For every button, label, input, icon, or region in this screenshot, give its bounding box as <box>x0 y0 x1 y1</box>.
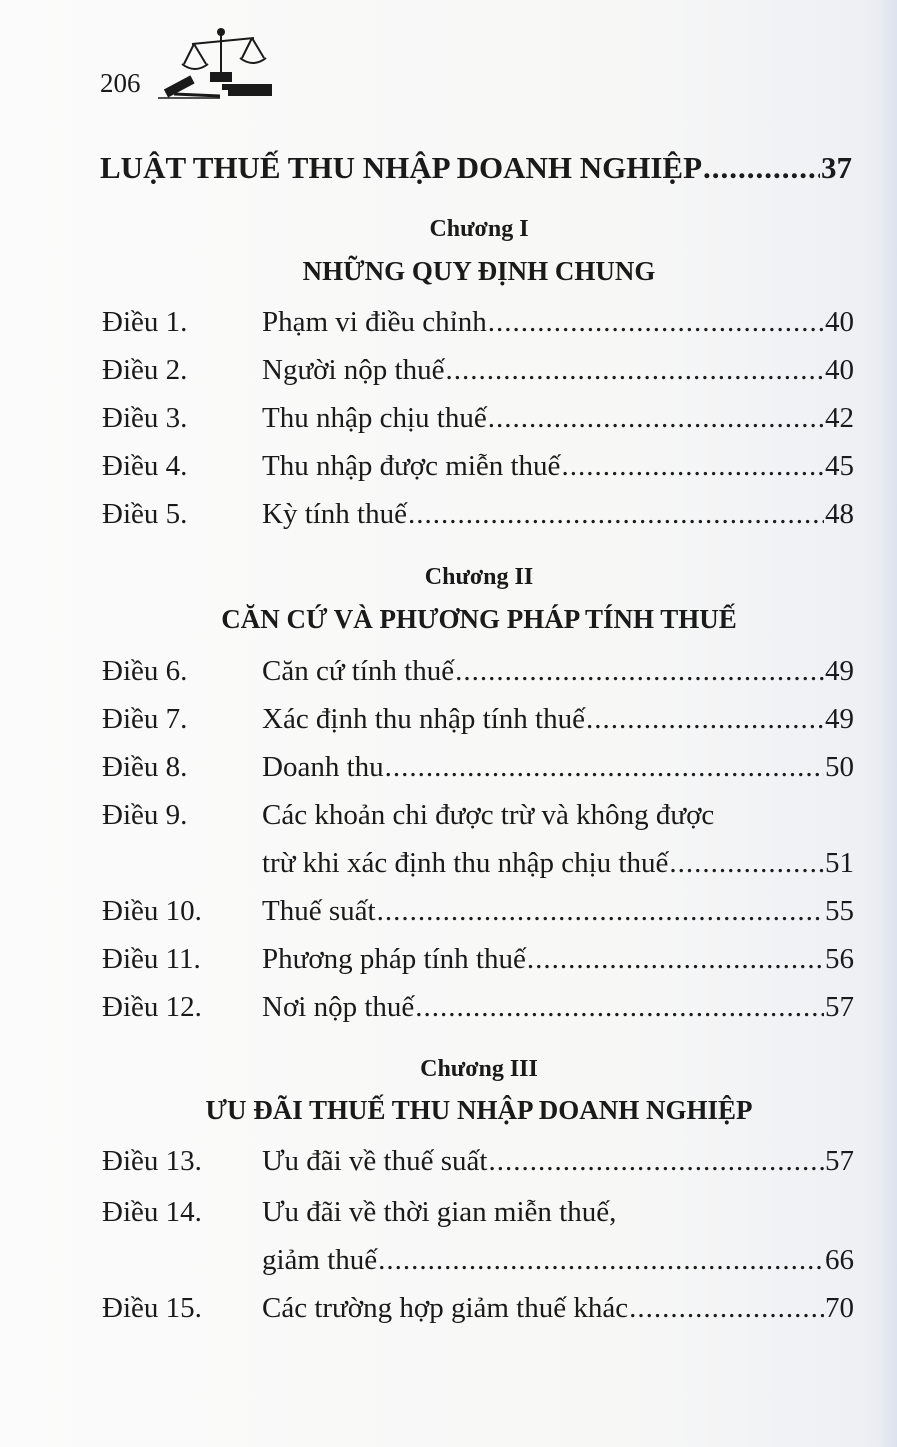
article-number: Điều 15. <box>102 1292 202 1324</box>
chapter-title: NHỮNG QUY ĐỊNH CHUNG <box>302 256 656 286</box>
article-title: Doanh thu <box>262 751 384 783</box>
leader-dots <box>408 498 824 531</box>
article-title: Thu nhập được miễn thuế <box>262 450 561 482</box>
article-page: 66 <box>825 1244 854 1276</box>
article-title: Ưu đãi về thời gian miễn thuế, <box>262 1196 617 1228</box>
leader-dots <box>703 150 820 186</box>
leader-dots <box>488 306 824 339</box>
article-title: Ưu đãi về thuế suất <box>262 1145 488 1177</box>
leader-dots <box>445 354 824 387</box>
article-page: 56 <box>825 943 854 975</box>
article-page: 48 <box>825 498 854 530</box>
leader-dots <box>377 895 824 928</box>
article-number: Điều 9. <box>102 799 188 831</box>
leader-dots <box>629 1292 824 1325</box>
leader-dots <box>488 402 824 435</box>
chapter-title: CĂN CỨ VÀ PHƯƠNG PHÁP TÍNH THUẾ <box>221 604 737 634</box>
article-page: 40 <box>825 306 854 338</box>
article-number: Điều 4. <box>102 450 188 482</box>
chapter-label: Chương III <box>420 1056 538 1082</box>
chapter-label: Chương II <box>424 564 534 590</box>
article-number: Điều 11. <box>102 943 201 975</box>
book-title <box>100 150 852 198</box>
article-title: Các trường hợp giảm thuế khác <box>262 1292 629 1324</box>
article-title: Xác định thu nhập tính thuế <box>262 703 585 735</box>
article-page: 57 <box>825 1145 854 1177</box>
article-page: 40 <box>825 354 854 386</box>
article-number: Điều 12. <box>102 991 202 1023</box>
article-page: 70 <box>825 1292 854 1324</box>
leader-dots <box>586 703 824 736</box>
article-title: Các khoản chi được trừ và không được <box>262 799 715 831</box>
article-number: Điều 8. <box>102 751 188 783</box>
chapter-title: ƯU ĐÃI THUẾ THU NHẬP DOANH NGHIỆP <box>205 1095 753 1125</box>
article-page: 57 <box>825 991 854 1023</box>
leader-dots <box>561 450 824 483</box>
article-title: Nơi nộp thuế <box>262 991 415 1023</box>
article-number: Điều 10. <box>102 895 202 927</box>
article-number: Điều 5. <box>102 498 188 530</box>
article-title: Kỳ tính thuế <box>262 498 407 530</box>
article-page: 49 <box>825 703 854 735</box>
leader-dots <box>415 991 824 1024</box>
leader-dots <box>455 655 824 688</box>
leader-dots <box>488 1145 824 1178</box>
chapter-label: Chương I <box>429 216 529 242</box>
book-title-text: LUẬT THUẾ THU NHẬP DOANH NGHIỆP <box>100 150 703 185</box>
leader-dots <box>669 847 824 880</box>
article-title: Phạm vi điều chỉnh <box>262 306 487 338</box>
article-number: Điều 6. <box>102 655 188 687</box>
article-title: Thu nhập chịu thuế <box>262 402 487 434</box>
book-title-page: 37 <box>821 150 852 185</box>
leader-dots <box>378 1244 824 1277</box>
article-title: Người nộp thuế <box>262 354 445 386</box>
article-page: 45 <box>825 450 854 482</box>
article-number: Điều 14. <box>102 1196 202 1228</box>
article-page: 50 <box>825 751 854 783</box>
scales-of-justice-and-gavel-icon <box>154 24 280 100</box>
article-title-continued: giảm thuế <box>262 1244 378 1276</box>
article-page: 49 <box>825 655 854 687</box>
page-number: 206 <box>100 68 141 98</box>
article-page: 55 <box>825 895 854 927</box>
article-title: Phương pháp tính thuế <box>262 943 526 975</box>
article-page: 51 <box>825 847 854 879</box>
article-number: Điều 7. <box>102 703 188 735</box>
leader-dots <box>385 751 824 784</box>
article-title: Căn cứ tính thuế <box>262 655 455 687</box>
article-page: 42 <box>825 402 854 434</box>
article-title-continued: trừ khi xác định thu nhập chịu thuế <box>262 847 669 879</box>
leader-dots <box>527 943 824 976</box>
article-number: Điều 3. <box>102 402 188 434</box>
article-number: Điều 2. <box>102 354 188 386</box>
article-number: Điều 13. <box>102 1145 202 1177</box>
article-number: Điều 1. <box>102 306 188 338</box>
article-title: Thuế suất <box>262 895 376 927</box>
